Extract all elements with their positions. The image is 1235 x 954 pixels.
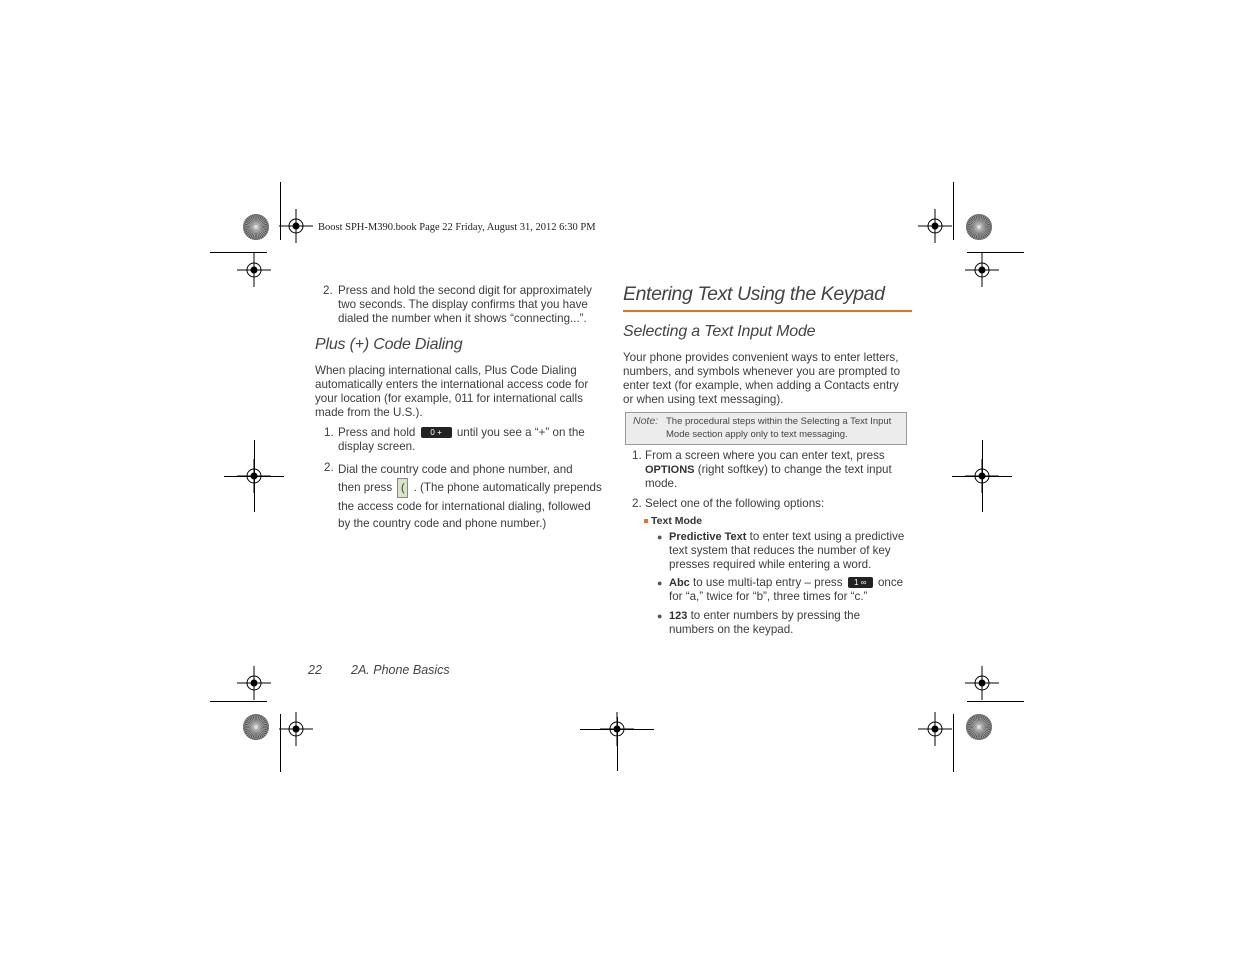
step-text [645, 449, 892, 491]
text-line: by the country code and phone number.) [338, 517, 547, 530]
option-rest: to enter text using a predictive [746, 530, 905, 543]
option-text [669, 609, 860, 637]
text-line: numbers on the keypad. [669, 623, 794, 636]
square-bullet-icon [644, 519, 648, 523]
text-line [669, 609, 860, 623]
step-number: 2. [323, 284, 333, 297]
plus-step-1 [320, 426, 610, 456]
bullet-icon: ● [657, 611, 663, 621]
registration-target-icon [965, 666, 999, 700]
step-number: 2. [324, 461, 334, 474]
note-box [625, 412, 907, 445]
text-line: presses required while entering a word. [669, 558, 872, 571]
options-softkey-label: OPTIONS [645, 464, 695, 476]
note-label: Note: [633, 415, 659, 427]
text-line [669, 576, 903, 590]
step-text [338, 426, 585, 454]
intro-paragraph [623, 351, 915, 407]
text-line [338, 478, 602, 498]
print-header: Boost SPH-M390.book Page 22 Friday, August 31, 2012 6:30 PM [318, 222, 596, 233]
crop-line [254, 440, 255, 512]
title-underline [623, 310, 912, 312]
color-bar-star-icon [965, 213, 993, 241]
step-text-after: until you see a “+” on the [456, 426, 585, 439]
step-text [338, 461, 602, 532]
step-text [338, 284, 592, 326]
registration-target-icon [237, 253, 271, 287]
text-line: numbers, and symbols whenever you are prompted to [623, 365, 901, 378]
crop-line [967, 701, 1024, 702]
plus-code-heading: Plus (+) Code Dialing [315, 336, 463, 353]
step-number: 1. [632, 449, 642, 462]
option-name: Abc [669, 577, 690, 589]
bullet-icon: ● [657, 578, 663, 588]
option-name: Predictive Text [669, 531, 747, 543]
option-rest: to enter numbers by pressing the [687, 609, 861, 622]
text-line [645, 463, 892, 477]
text-line: the access code for international dialing, followed [338, 500, 591, 513]
text-line: for “a,” twice for “b”, three times for “c.” [669, 590, 868, 603]
step-text-before: then press [338, 481, 393, 495]
step-number: 2. [632, 497, 642, 510]
step-text: Select one of the following options: [645, 497, 825, 510]
option-after-key: once [877, 576, 904, 589]
sub-heading: Selecting a Text Input Mode [623, 323, 816, 340]
text-line: your location (for example, 011 for international calls [315, 392, 583, 405]
text-line: two seconds. The display confirms that you have [338, 298, 588, 311]
zero-plus-key-icon: 0 + [421, 427, 452, 438]
crop-line [617, 717, 618, 771]
step-text-after: . (The phone automatically prepends [413, 481, 602, 495]
right-step-1 [628, 449, 913, 493]
color-bar-star-icon [242, 713, 270, 741]
section-title: Entering Text Using the Keypad [623, 283, 885, 305]
left-step-2 [320, 284, 610, 328]
text-line: Mode section apply only to text messaging. [666, 429, 848, 440]
color-bar-star-icon [965, 713, 993, 741]
registration-target-icon [279, 209, 313, 243]
one-key-icon: 1 ∞ [848, 577, 873, 588]
text-line: dialed the number when it shows “connecting...”. [338, 312, 587, 325]
text-line: The procedural steps within the Selecting a Text Input [666, 416, 892, 427]
text-mode-label [644, 515, 702, 527]
text-line [669, 530, 904, 544]
crop-line [953, 182, 954, 240]
crop-line [953, 714, 954, 772]
crop-line [210, 701, 267, 702]
text-line: When placing international calls, Plus Code Dialing [315, 364, 577, 377]
text-line: automatically enters the international access code for [315, 378, 589, 391]
paren-key-icon: ( [397, 478, 408, 498]
text-line: or when using text messaging). [623, 393, 784, 406]
text-line: Dial the country code and phone number, and [338, 463, 573, 476]
option-text [669, 576, 903, 604]
text-line: Press and hold the second digit for approximately [338, 284, 592, 297]
registration-target-icon [965, 253, 999, 287]
registration-target-icon [279, 712, 313, 746]
text-line: mode. [645, 477, 678, 490]
option-rest: to use multi-tap entry – press [689, 576, 843, 589]
bullet-icon: ● [657, 532, 663, 542]
text-mode-text: Text Mode [651, 515, 703, 527]
text-line: Your phone provides convenient ways to enter letters, [623, 351, 899, 364]
step-text-rest: (right softkey) to change the text input [694, 463, 892, 476]
plus-step-2 [320, 461, 610, 531]
registration-target-icon [918, 712, 952, 746]
text-line: From a screen where you can enter text, press [645, 449, 885, 462]
text-line: made from the U.S.). [315, 406, 423, 419]
text-line: display screen. [338, 440, 416, 453]
text-line: text system that reduces the number of key [669, 544, 891, 557]
registration-target-icon [918, 209, 952, 243]
page-number: 22 [308, 663, 322, 677]
plus-code-paragraph [315, 364, 610, 420]
registration-target-icon [237, 666, 271, 700]
crop-line [982, 440, 983, 512]
step-text-before: Press and hold [338, 426, 416, 439]
option-name: 123 [669, 610, 688, 622]
note-text [666, 415, 902, 441]
option-text [669, 530, 904, 572]
step-number: 1. [324, 426, 334, 439]
section-footer: 2A. Phone Basics [351, 663, 450, 677]
text-line: enter text (for example, when adding a Contacts entry [623, 379, 899, 392]
right-step-2 [628, 497, 913, 513]
color-bar-star-icon [242, 213, 270, 241]
